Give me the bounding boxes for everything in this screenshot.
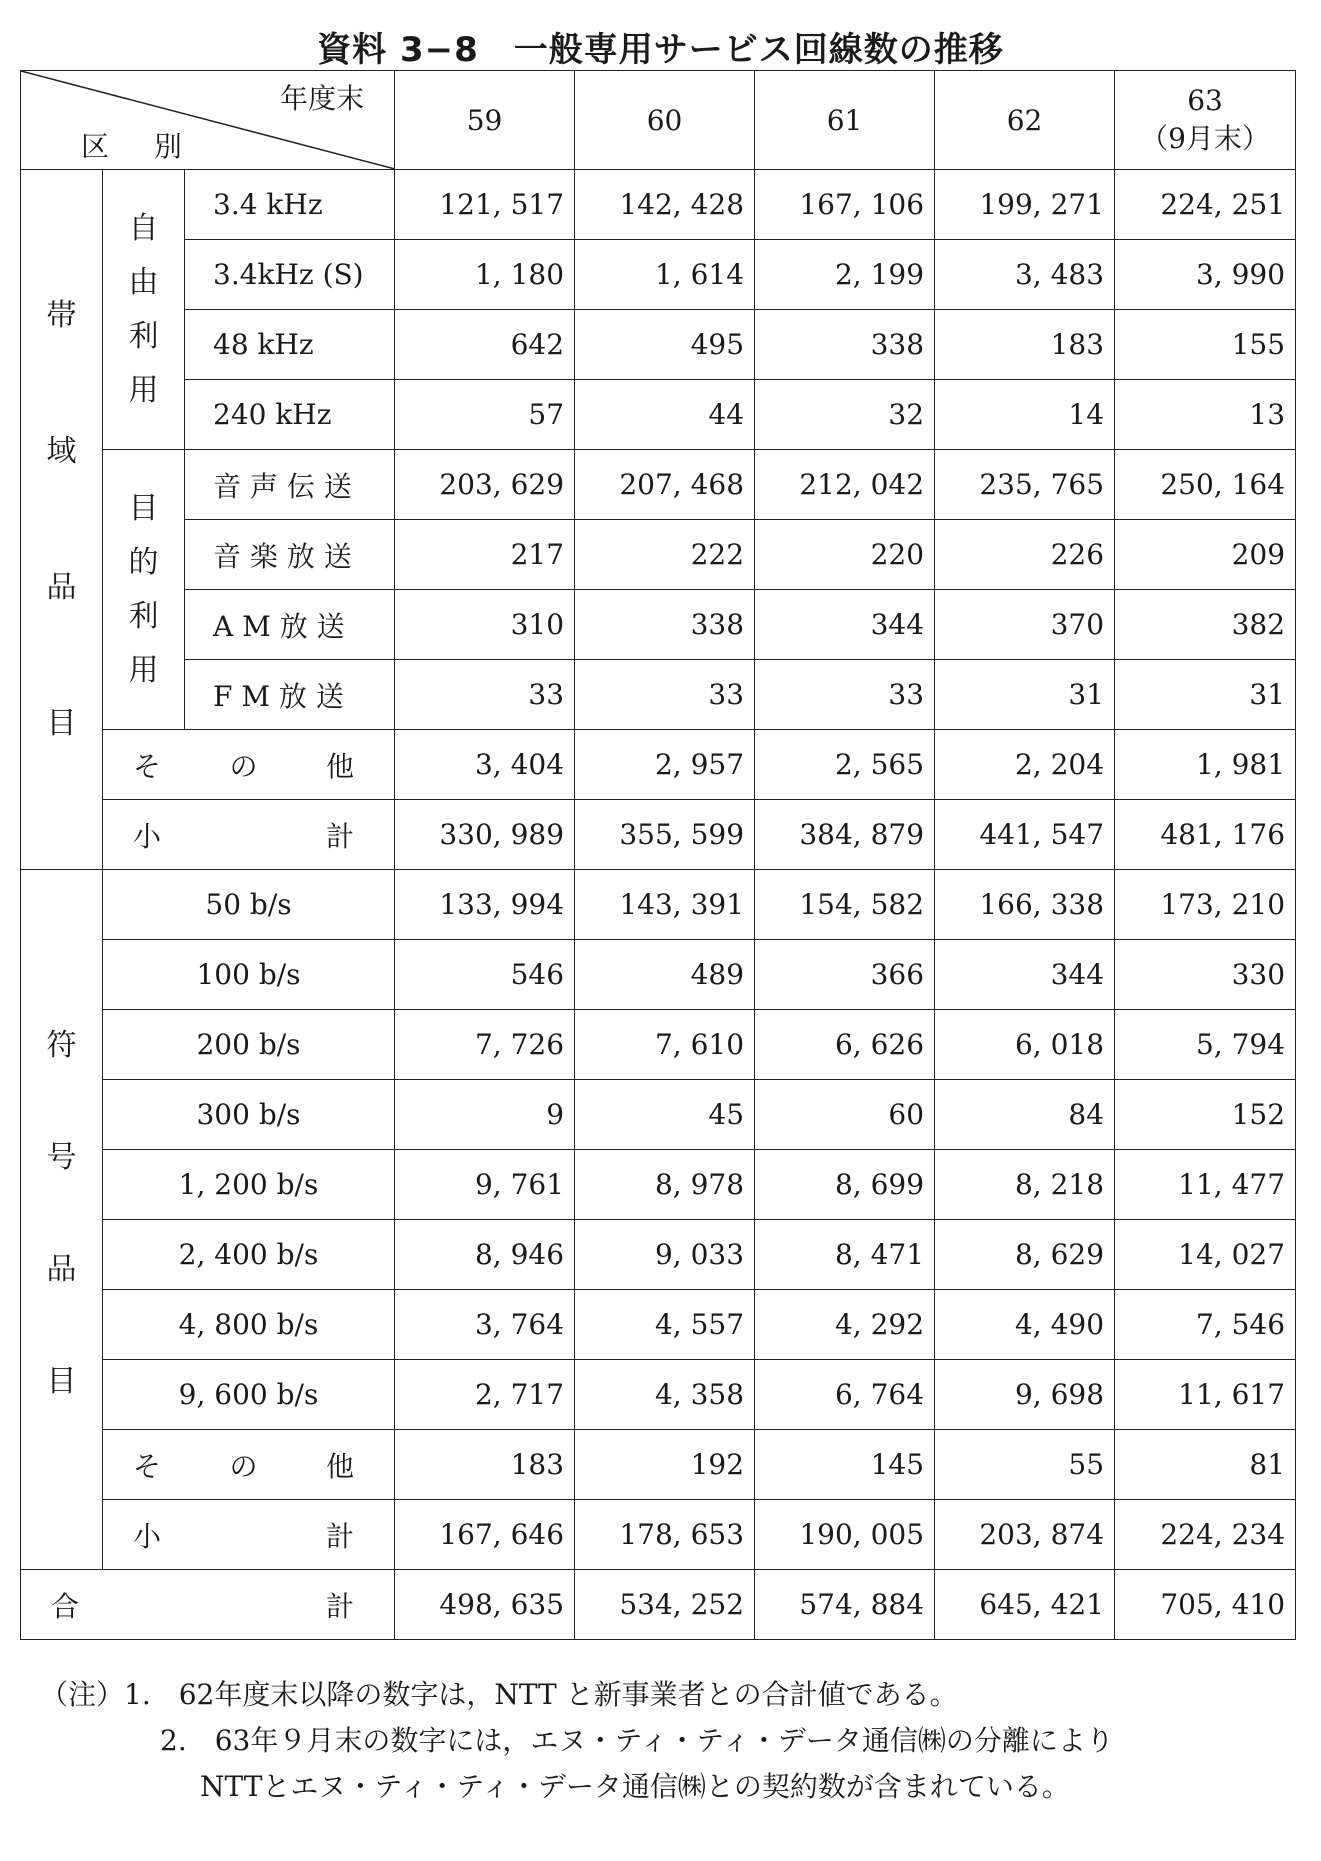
row-label: 48 kHz [185, 310, 395, 380]
value-cell: 14, 027 [1115, 1220, 1296, 1290]
value-cell: 642 [395, 310, 575, 380]
band-category [21, 170, 103, 870]
row-label: 3.4kHz (S) [185, 240, 395, 310]
table-row [21, 380, 1296, 450]
label-part: 計 [326, 819, 355, 853]
value-cell: 145 [755, 1430, 935, 1500]
value-cell: 574, 884 [755, 1570, 935, 1640]
row-label: 音 楽 放 送 [185, 520, 395, 590]
table-row [21, 1500, 1296, 1570]
value-cell: 33 [395, 660, 575, 730]
value-cell: 5, 794 [1115, 1010, 1296, 1080]
value-cell: 310 [395, 590, 575, 660]
value-cell: 8, 699 [755, 1150, 935, 1220]
value-cell: 546 [395, 940, 575, 1010]
value-cell: 7, 726 [395, 1010, 575, 1080]
value-cell: 8, 629 [935, 1220, 1115, 1290]
table-row [21, 730, 1296, 800]
table-row [21, 1080, 1296, 1150]
table-row [21, 520, 1296, 590]
value-cell: 645, 421 [935, 1570, 1115, 1640]
value-cell: 121, 517 [395, 170, 575, 240]
band-other-label-label [103, 745, 394, 785]
year-header [395, 71, 575, 170]
value-cell: 167, 646 [395, 1500, 575, 1570]
value-cell: 8, 218 [935, 1150, 1115, 1220]
value-cell: 32 [755, 380, 935, 450]
total-label-label [21, 1585, 394, 1625]
value-cell: 8, 978 [575, 1150, 755, 1220]
value-cell: 355, 599 [575, 800, 755, 870]
value-cell: 11, 617 [1115, 1360, 1296, 1430]
row-label: 3.4 kHz [185, 170, 395, 240]
value-cell: 183 [395, 1430, 575, 1500]
value-cell: 226 [935, 520, 1115, 590]
value-cell: 2, 199 [755, 240, 935, 310]
value-cell: 192 [575, 1430, 755, 1500]
label-part: 他 [326, 749, 355, 783]
table-row [21, 310, 1296, 380]
band-other-label [103, 730, 395, 800]
year-label: 62 [1006, 103, 1043, 137]
year-header [755, 71, 935, 170]
row-label: 2, 400 b/s [103, 1220, 395, 1290]
free-use-group [103, 170, 185, 450]
value-cell: 338 [575, 590, 755, 660]
notes [40, 1672, 1300, 1810]
value-cell: 45 [575, 1080, 755, 1150]
value-cell: 4, 490 [935, 1290, 1115, 1360]
row-label: 200 b/s [103, 1010, 395, 1080]
row-label: 240 kHz [185, 380, 395, 450]
band-category-text: 帯域品目 [46, 297, 77, 741]
value-cell: 11, 477 [1115, 1150, 1296, 1220]
value-cell: 1, 981 [1115, 730, 1296, 800]
value-cell: 9, 033 [575, 1220, 755, 1290]
value-cell: 481, 176 [1115, 800, 1296, 870]
row-label: 9, 600 b/s [103, 1360, 395, 1430]
value-cell: 55 [935, 1430, 1115, 1500]
value-cell: 178, 653 [575, 1500, 755, 1570]
label-part: 計 [326, 1589, 355, 1623]
year-label: 63 [1187, 83, 1223, 117]
row-label: 4, 800 b/s [103, 1290, 395, 1360]
value-cell: 212, 042 [755, 450, 935, 520]
band-subtotal-label-label [103, 815, 394, 855]
label-part: そ [133, 1449, 162, 1483]
code-subtotal-label [103, 1500, 395, 1570]
table-row [21, 870, 1296, 940]
value-cell: 9 [395, 1080, 575, 1150]
row-label: 100 b/s [103, 940, 395, 1010]
value-cell: 81 [1115, 1430, 1296, 1500]
value-cell: 382 [1115, 590, 1296, 660]
value-cell: 3, 990 [1115, 240, 1296, 310]
value-cell: 173, 210 [1115, 870, 1296, 940]
page-title: 資料 3−8 一般専用サービス回線数の推移 [317, 30, 1004, 70]
value-cell: 167, 106 [755, 170, 935, 240]
label-part: 小 [133, 1519, 162, 1553]
total-label [21, 1570, 395, 1640]
value-cell: 235, 765 [935, 450, 1115, 520]
value-cell: 3, 764 [395, 1290, 575, 1360]
value-cell: 6, 018 [935, 1010, 1115, 1080]
code-other-label [103, 1430, 395, 1500]
value-cell: 203, 874 [935, 1500, 1115, 1570]
value-cell: 220 [755, 520, 935, 590]
year-label: 60 [646, 103, 683, 137]
value-cell: 9, 698 [935, 1360, 1115, 1430]
value-cell: 8, 946 [395, 1220, 575, 1290]
table-row [21, 660, 1296, 730]
table-row [21, 590, 1296, 660]
label-part: そ [133, 749, 162, 783]
value-cell: 154, 582 [755, 870, 935, 940]
value-cell: 57 [395, 380, 575, 450]
value-cell: 33 [575, 660, 755, 730]
value-cell: 384, 879 [755, 800, 935, 870]
year-header [1115, 71, 1296, 170]
value-cell: 44 [575, 380, 755, 450]
label-part: 計 [326, 1519, 355, 1553]
label-part: の [229, 1449, 258, 1483]
value-cell: 2, 717 [395, 1360, 575, 1430]
value-cell: 498, 635 [395, 1570, 575, 1640]
value-cell: 3, 404 [395, 730, 575, 800]
table-row [21, 240, 1296, 310]
value-cell: 7, 610 [575, 1010, 755, 1080]
row-label: F M 放 送 [185, 660, 395, 730]
value-cell: 370 [935, 590, 1115, 660]
value-cell: 8, 471 [755, 1220, 935, 1290]
value-cell: 209 [1115, 520, 1296, 590]
value-cell: 338 [755, 310, 935, 380]
value-cell: 190, 005 [755, 1500, 935, 1570]
value-cell: 6, 626 [755, 1010, 935, 1080]
note-3: NTTとエヌ・ティ・ティ・データ通信㈱との契約数が含まれている。 [200, 1770, 1070, 1803]
value-cell: 203, 629 [395, 450, 575, 520]
value-cell: 33 [755, 660, 935, 730]
value-cell: 4, 358 [575, 1360, 755, 1430]
value-cell: 224, 234 [1115, 1500, 1296, 1570]
row-label: 1, 200 b/s [103, 1150, 395, 1220]
value-cell: 3, 483 [935, 240, 1115, 310]
row-label: 50 b/s [103, 870, 395, 940]
value-cell: 60 [755, 1080, 935, 1150]
note-2: 2. 63年９月末の数字には，エヌ・ティ・ティ・データ通信㈱の分離により [160, 1724, 1114, 1757]
value-cell: 155 [1115, 310, 1296, 380]
value-cell: 330 [1115, 940, 1296, 1010]
year-label: 59 [466, 103, 503, 137]
value-cell: 152 [1115, 1080, 1296, 1150]
note-1: （注）1. 62年度末以降の数字は，NTT と新事業者との合計値である。 [40, 1678, 958, 1711]
value-cell: 166, 338 [935, 870, 1115, 940]
table-row [21, 1430, 1296, 1500]
value-cell: 13 [1115, 380, 1296, 450]
year-label: 61 [826, 103, 863, 137]
purpose-use-group-text: 目的利用 [128, 490, 159, 688]
value-cell: 7, 546 [1115, 1290, 1296, 1360]
table-row [21, 940, 1296, 1010]
table-row [21, 800, 1296, 870]
row-label: 音 声 伝 送 [185, 450, 395, 520]
value-cell: 14 [935, 380, 1115, 450]
value-cell: 705, 410 [1115, 1570, 1296, 1640]
value-cell: 366 [755, 940, 935, 1010]
value-cell: 222 [575, 520, 755, 590]
table-row [21, 450, 1296, 520]
value-cell: 1, 614 [575, 240, 755, 310]
year-header [935, 71, 1115, 170]
value-cell: 31 [935, 660, 1115, 730]
label-part: の [229, 749, 258, 783]
value-cell: 9, 761 [395, 1150, 575, 1220]
corner-year-label: 年度末 [280, 82, 365, 115]
value-cell: 84 [935, 1080, 1115, 1150]
value-cell: 224, 251 [1115, 170, 1296, 240]
value-cell: 4, 292 [755, 1290, 935, 1360]
code-other-label-label [103, 1445, 394, 1485]
code-category [21, 870, 103, 1570]
label-part: 他 [326, 1449, 355, 1483]
label-part: 合 [51, 1589, 80, 1623]
code-subtotal-label-label [103, 1515, 394, 1555]
value-cell: 489 [575, 940, 755, 1010]
row-label: 300 b/s [103, 1080, 395, 1150]
value-cell: 4, 557 [575, 1290, 755, 1360]
total-row [21, 1570, 1296, 1640]
value-cell: 6, 764 [755, 1360, 935, 1430]
value-cell: 330, 989 [395, 800, 575, 870]
value-cell: 2, 957 [575, 730, 755, 800]
table-row [21, 1220, 1296, 1290]
free-use-group-text: 自由利用 [128, 210, 159, 408]
table-row [21, 1010, 1296, 1080]
value-cell: 207, 468 [575, 450, 755, 520]
value-cell: 31 [1115, 660, 1296, 730]
data-table [20, 70, 1296, 1640]
value-cell: 183 [935, 310, 1115, 380]
band-subtotal-label [103, 800, 395, 870]
table-row [21, 1290, 1296, 1360]
value-cell: 199, 271 [935, 170, 1115, 240]
value-cell: 441, 547 [935, 800, 1115, 870]
value-cell: 2, 204 [935, 730, 1115, 800]
label-part: 小 [133, 819, 162, 853]
header-row [21, 71, 1296, 170]
value-cell: 495 [575, 310, 755, 380]
value-cell: 142, 428 [575, 170, 755, 240]
code-category-text: 符号品目 [46, 1027, 77, 1399]
year-note: （9月末） [1140, 121, 1270, 155]
value-cell: 217 [395, 520, 575, 590]
value-cell: 143, 391 [575, 870, 755, 940]
header-corner [21, 71, 395, 170]
row-label: A M 放 送 [185, 590, 395, 660]
purpose-use-group [103, 450, 185, 730]
value-cell: 1, 180 [395, 240, 575, 310]
year-header [575, 71, 755, 170]
table-row [21, 170, 1296, 240]
corner-category-label: 区 別 [81, 130, 200, 163]
value-cell: 2, 565 [755, 730, 935, 800]
value-cell: 534, 252 [575, 1570, 755, 1640]
table-row [21, 1150, 1296, 1220]
value-cell: 344 [935, 940, 1115, 1010]
value-cell: 250, 164 [1115, 450, 1296, 520]
value-cell: 133, 994 [395, 870, 575, 940]
value-cell: 344 [755, 590, 935, 660]
table-row [21, 1360, 1296, 1430]
